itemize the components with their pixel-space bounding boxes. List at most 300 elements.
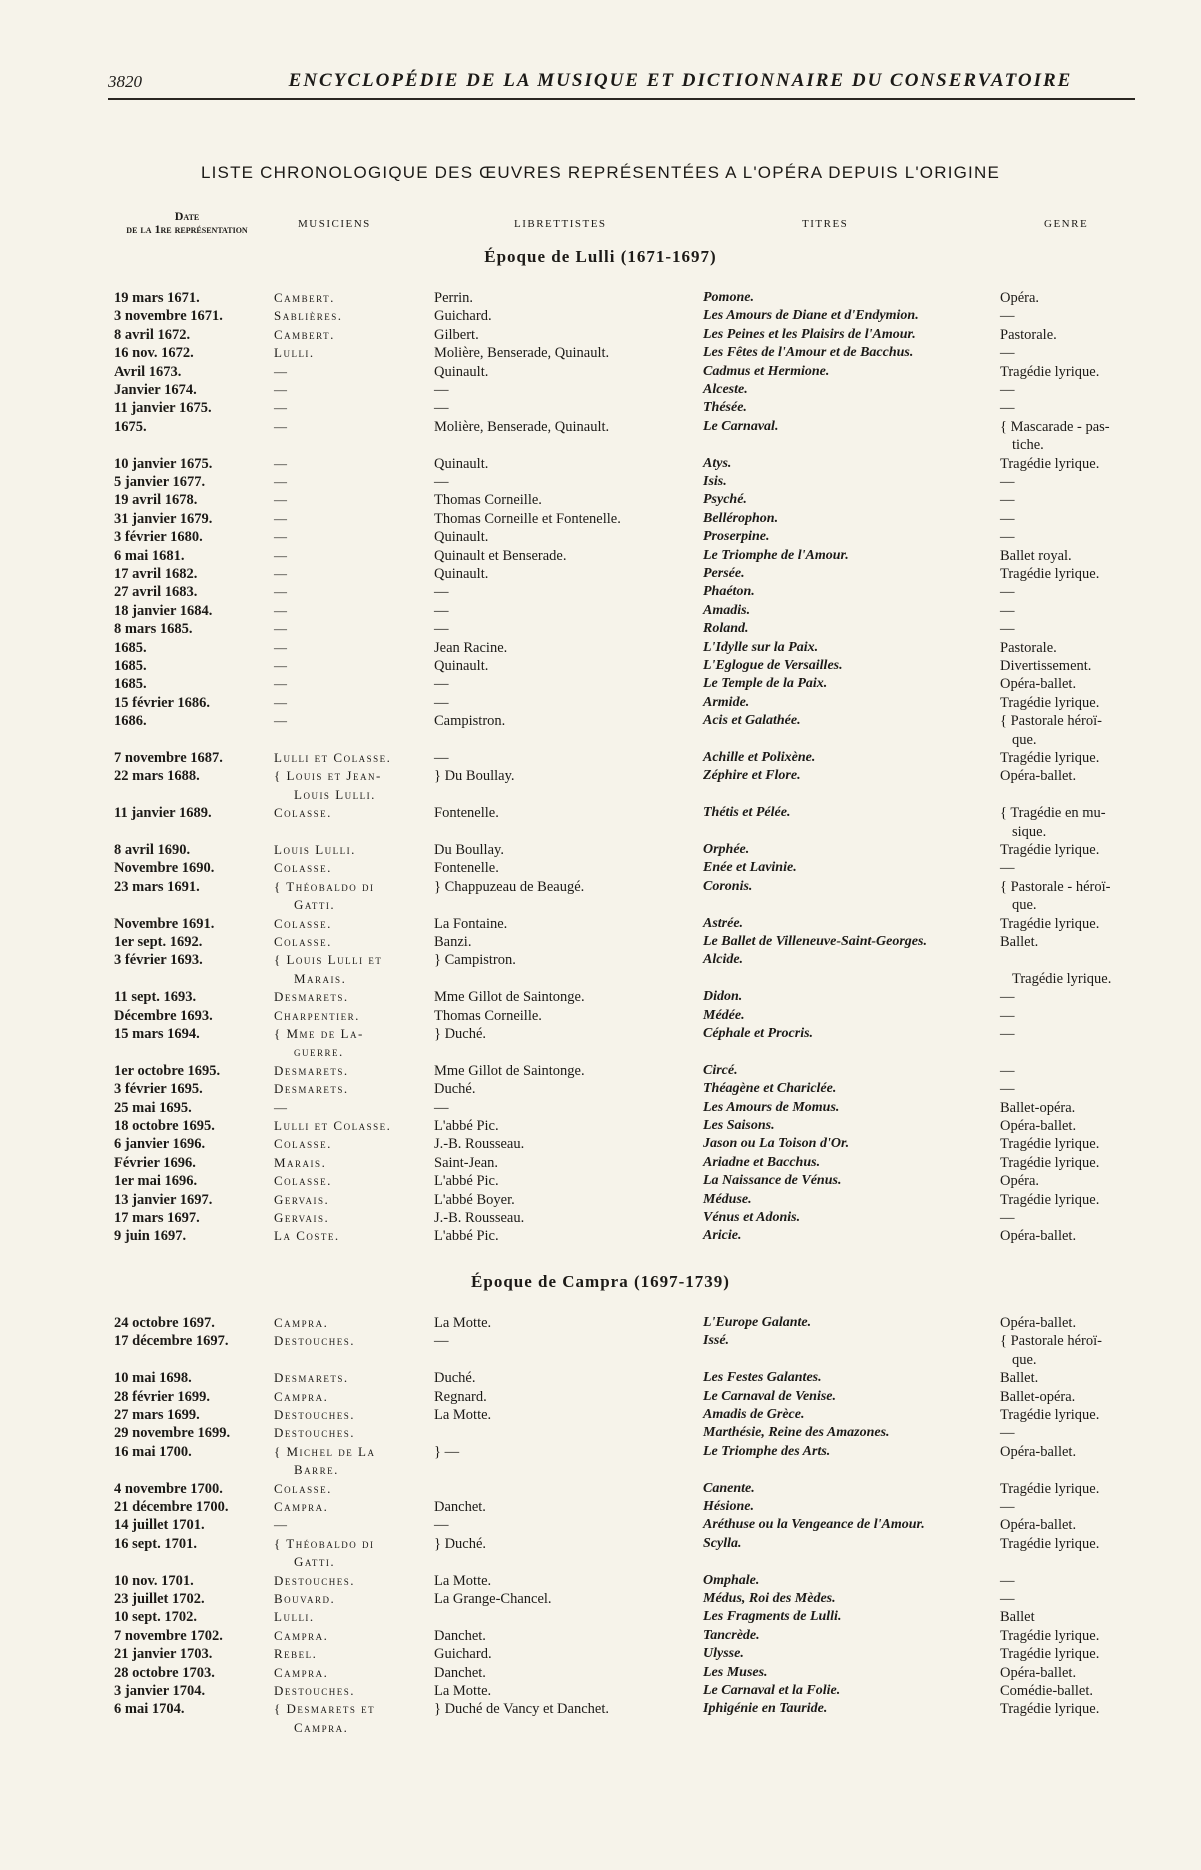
table-row xyxy=(0,842,1201,860)
genre-cell-continued: que. xyxy=(1012,897,1037,914)
genre-cell: Ballet. xyxy=(1000,1370,1039,1387)
column-header-date-label: Date xyxy=(174,209,200,223)
musician-cell: Colasse. xyxy=(274,860,332,876)
date-cell: 16 sept. 1701. xyxy=(114,1535,197,1552)
librettist-cell: Guichard. xyxy=(434,1646,492,1663)
genre-cell: { Pastorale - héroï- xyxy=(1000,878,1111,895)
librettist-cell: } Campistron. xyxy=(434,952,516,969)
title-cell: Orphée. xyxy=(703,842,750,857)
musician-cell: Desmarets. xyxy=(274,989,349,1005)
librettist-cell: Quinault. xyxy=(434,658,489,674)
date-cell: 17 mars 1697. xyxy=(114,1210,200,1226)
librettist-cell: Quinault et Benserade. xyxy=(434,547,567,564)
title-cell: Le Temple de la Paix. xyxy=(703,676,828,692)
musician-cell: Colasse. xyxy=(274,1173,332,1189)
genre-cell: Opéra-ballet. xyxy=(1000,1443,1077,1460)
genre-cell: Tragédie lyrique. xyxy=(1000,566,1100,582)
librettist-cell: Danchet. xyxy=(434,1627,486,1644)
date-cell: 6 mai 1704. xyxy=(114,1701,185,1718)
genre-cell: Tragédie lyrique. xyxy=(1000,1154,1100,1171)
table-row xyxy=(0,1155,1201,1173)
title-cell: Les Amours de Diane et d'Endymion. xyxy=(703,308,919,324)
date-cell: 22 mars 1688. xyxy=(114,768,200,785)
genre-cell: Opéra. xyxy=(1000,290,1040,306)
date-cell: 10 mai 1698. xyxy=(114,1370,192,1387)
column-header-librettists: LIBRETTISTES xyxy=(514,218,607,230)
title-cell: Ariadne et Bacchus. xyxy=(703,1154,821,1170)
genre-cell: Tragédie lyrique. xyxy=(1000,915,1100,932)
genre-cell: — xyxy=(1000,382,1015,398)
librettist-cell: Du Boullay. xyxy=(434,842,504,858)
title-cell: Jason ou La Toison d'Or. xyxy=(703,1136,850,1152)
musician-cell-continued: Marais. xyxy=(294,970,347,986)
column-header-titles: TITRES xyxy=(802,218,849,230)
genre-cell: Opéra-ballet. xyxy=(1000,1315,1077,1331)
musician-cell: Rebel. xyxy=(274,1646,318,1662)
musician-cell: — xyxy=(274,418,289,434)
musician-cell: Desmarets. xyxy=(274,1370,349,1386)
genre-cell: Tragédie lyrique. xyxy=(1000,1480,1100,1497)
date-cell: 8 avril 1690. xyxy=(114,842,191,858)
title-cell: Les Amours de Momus. xyxy=(703,1099,840,1115)
table-row xyxy=(0,640,1201,658)
title-cell: La Naissance de Vénus. xyxy=(703,1173,842,1189)
date-cell: 17 décembre 1697. xyxy=(114,1333,229,1350)
date-cell: 21 janvier 1703. xyxy=(114,1646,213,1663)
librettist-cell: La Grange-Chancel. xyxy=(434,1591,552,1607)
title-cell: Issé. xyxy=(703,1333,730,1349)
table-row xyxy=(0,1136,1201,1154)
musician-cell: Sablières. xyxy=(274,308,343,324)
genre-cell: — xyxy=(1000,345,1015,362)
date-cell: 3 janvier 1704. xyxy=(114,1683,206,1699)
column-header-date-sub: de la 1re représentation xyxy=(126,222,248,236)
title-cell: Le Ballet de Villeneuve-Saint-Georges. xyxy=(703,934,927,949)
date-cell: 25 mai 1695. xyxy=(114,1099,192,1116)
genre-cell: Ballet xyxy=(1000,1609,1035,1626)
date-cell: Février 1696. xyxy=(114,1154,196,1171)
librettist-cell: Perrin. xyxy=(434,290,474,306)
title-cell: Thétis et Pélée. xyxy=(703,805,791,821)
table-row xyxy=(0,290,1201,308)
date-cell: 15 février 1686. xyxy=(114,694,210,711)
genre-cell: — xyxy=(1000,1026,1015,1042)
genre-cell: Comédie-ballet. xyxy=(1000,1683,1094,1699)
title-cell: Vénus et Adonis. xyxy=(703,1210,801,1225)
table-row xyxy=(0,1683,1201,1701)
librettist-cell: } — xyxy=(434,1443,460,1460)
librettist-cell: Banzi. xyxy=(434,934,472,950)
title-cell: Coronis. xyxy=(703,878,753,894)
table-row xyxy=(0,418,1201,454)
genre-cell: Ballet royal. xyxy=(1000,547,1072,564)
genre-cell: Tragédie lyrique. xyxy=(1000,363,1100,380)
musician-cell: — xyxy=(274,547,289,563)
librettist-cell: — xyxy=(434,676,449,693)
musician-cell: — xyxy=(274,529,289,545)
musician-cell: Bouvard. xyxy=(274,1591,336,1606)
table-row xyxy=(0,548,1201,566)
librettist-cell: Regnard. xyxy=(434,1388,487,1405)
title-cell: L'Europe Galante. xyxy=(703,1315,812,1330)
librettist-cell: — xyxy=(434,602,449,619)
date-cell: 11 janvier 1689. xyxy=(114,805,212,822)
genre-cell: Tragédie lyrique. xyxy=(1000,1646,1100,1663)
table-row xyxy=(0,1063,1201,1081)
genre-cell: Divertissement. xyxy=(1000,658,1092,674)
title-cell: Alcide. xyxy=(703,952,744,968)
title-cell: L'Eglogue de Versailles. xyxy=(703,658,843,673)
date-cell: 16 nov. 1672. xyxy=(114,345,194,362)
date-cell: 10 nov. 1701. xyxy=(114,1572,194,1589)
title-cell: Alceste. xyxy=(703,382,748,397)
title-cell: Marthésie, Reine des Amazones. xyxy=(703,1425,890,1441)
musician-cell: Gervais. xyxy=(274,1191,330,1207)
librettist-cell: Fontenelle. xyxy=(434,860,499,877)
title-cell: Médus, Roi des Mèdes. xyxy=(703,1591,836,1606)
musician-cell: Colasse. xyxy=(274,805,332,821)
librettist-cell: J.-B. Rousseau. xyxy=(434,1136,525,1153)
librettist-cell: Fontenelle. xyxy=(434,805,499,822)
title-cell: Cadmus et Hermione. xyxy=(703,363,830,379)
genre-cell-continued: sique. xyxy=(1012,823,1047,840)
date-cell: 23 juillet 1702. xyxy=(114,1591,205,1607)
date-cell: 3 février 1680. xyxy=(114,529,203,546)
table-row xyxy=(0,860,1201,878)
title-cell: Enée et Lavinie. xyxy=(703,860,797,876)
table-row xyxy=(0,1646,1201,1664)
musician-cell: { Théobaldo di xyxy=(274,1535,375,1551)
title-cell: Persée. xyxy=(703,566,745,581)
genre-cell: Tragédie lyrique. xyxy=(1000,694,1100,711)
musician-cell: { Desmarets et xyxy=(274,1701,376,1717)
musician-cell-continued: Campra. xyxy=(294,1719,349,1735)
title-cell: Le Carnaval et la Folie. xyxy=(703,1683,841,1698)
table-row xyxy=(0,345,1201,363)
table-row xyxy=(0,1591,1201,1609)
date-cell: 3 février 1693. xyxy=(114,952,203,969)
table-row xyxy=(0,584,1201,602)
librettist-cell: — xyxy=(434,750,449,766)
librettist-cell: Molière, Benserade, Quinault. xyxy=(434,345,610,362)
musician-cell: — xyxy=(274,694,289,710)
date-cell: 31 janvier 1679. xyxy=(114,510,213,527)
genre-cell: — xyxy=(1000,860,1015,877)
musician-cell: — xyxy=(274,363,289,379)
running-title: ENCYCLOPÉDIE DE LA MUSIQUE ET DICTIONNAIRE DU CONSERVATOIRE xyxy=(288,70,1073,91)
genre-cell: Ballet-opéra. xyxy=(1000,1099,1076,1116)
librettist-cell: L'abbé Boyer. xyxy=(434,1191,515,1208)
date-cell: 19 mars 1671. xyxy=(114,290,200,306)
title-cell: Ulysse. xyxy=(703,1646,744,1662)
table-row xyxy=(0,1443,1201,1478)
epoch-heading: Époque de Campra (1697-1739) xyxy=(471,1272,730,1291)
librettist-cell: La Fontaine. xyxy=(434,915,508,932)
date-cell: 21 décembre 1700. xyxy=(114,1499,229,1515)
table-row xyxy=(0,750,1201,768)
musician-cell: Marais. xyxy=(274,1154,327,1170)
musician-cell: — xyxy=(274,584,289,600)
librettist-cell: Guichard. xyxy=(434,308,492,325)
title-cell: Psyché. xyxy=(703,492,747,508)
genre-cell: { Mascarade - pas- xyxy=(1000,418,1110,435)
musician-cell: { Théobaldo di xyxy=(274,878,375,894)
musician-cell-continued: Gatti. xyxy=(294,897,336,913)
title-cell: Omphale. xyxy=(703,1572,760,1588)
title-cell: Les Festes Galantes. xyxy=(703,1370,822,1386)
genre-cell: — xyxy=(1000,1499,1015,1515)
date-cell: Décembre 1693. xyxy=(114,1007,213,1024)
musician-cell: La Coste. xyxy=(274,1228,340,1244)
title-cell: Les Muses. xyxy=(703,1664,768,1680)
librettist-cell: Molière, Benserade, Quinault. xyxy=(434,418,610,435)
date-cell: 23 mars 1691. xyxy=(114,878,200,895)
musician-cell: Desmarets. xyxy=(274,1062,349,1078)
genre-cell: — xyxy=(1000,474,1015,490)
date-cell: 29 novembre 1699. xyxy=(114,1425,231,1442)
genre-cell: — xyxy=(1000,1425,1015,1442)
librettist-cell: — xyxy=(434,382,449,398)
date-cell: 28 octobre 1703. xyxy=(114,1664,215,1681)
genre-cell: Opéra. xyxy=(1000,1173,1040,1190)
musician-cell: Campra. xyxy=(274,1315,329,1330)
date-cell: 10 janvier 1675. xyxy=(114,455,213,472)
librettist-cell: Jean Racine. xyxy=(434,639,508,656)
librettist-cell: Duché. xyxy=(434,1081,476,1098)
musician-cell: Lulli. xyxy=(274,345,315,361)
table-row xyxy=(0,474,1201,492)
date-cell: 8 mars 1685. xyxy=(114,621,193,638)
title-cell: Canente. xyxy=(703,1480,755,1496)
librettist-cell: } Duché de Vancy et Danchet. xyxy=(434,1701,609,1718)
musician-cell: — xyxy=(274,621,289,637)
librettist-cell: La Motte. xyxy=(434,1315,492,1331)
genre-cell: Tragédie lyrique. xyxy=(1000,1535,1100,1552)
table-row xyxy=(0,1665,1201,1683)
title-cell: Le Carnaval de Venise. xyxy=(703,1388,836,1404)
date-cell: 1686. xyxy=(114,713,147,730)
librettist-cell: Campistron. xyxy=(434,713,506,730)
title-cell: Aricie. xyxy=(703,1228,742,1244)
librettist-cell: — xyxy=(434,584,449,601)
genre-cell: { Tragédie en mu- xyxy=(1000,805,1106,822)
musician-cell: Lulli et Colasse. xyxy=(274,750,392,765)
genre-cell: — xyxy=(1000,492,1015,509)
librettist-cell: } Du Boullay. xyxy=(434,768,515,785)
musician-cell: Lulli. xyxy=(274,1609,315,1625)
table-row xyxy=(0,1192,1201,1210)
title-cell: Médée. xyxy=(703,1007,745,1023)
date-cell: Novembre 1691. xyxy=(114,915,215,932)
date-cell: 18 janvier 1684. xyxy=(114,602,213,619)
musician-cell: — xyxy=(274,400,289,416)
date-cell: 27 avril 1683. xyxy=(114,584,198,601)
musician-cell: — xyxy=(274,602,289,618)
date-cell: 14 juillet 1701. xyxy=(114,1517,205,1534)
librettist-cell: Quinault. xyxy=(434,566,489,582)
musician-cell: — xyxy=(274,510,289,526)
musician-cell-continued: Barre. xyxy=(294,1462,339,1478)
genre-cell: { Pastorale héroï- xyxy=(1000,1333,1102,1350)
genre-cell: Tragédie lyrique. xyxy=(1000,842,1100,858)
genre-cell: — xyxy=(1000,602,1015,619)
musician-cell: Colasse. xyxy=(274,1480,332,1496)
genre-cell: Ballet-opéra. xyxy=(1000,1388,1076,1405)
table-row xyxy=(0,989,1201,1007)
musician-cell: { Louis et Jean- xyxy=(274,768,382,784)
title-cell: Roland. xyxy=(703,621,749,637)
librettist-cell: La Motte. xyxy=(434,1572,492,1589)
title-cell: Circé. xyxy=(703,1062,738,1078)
date-cell: 6 mai 1681. xyxy=(114,547,185,564)
genre-cell: Ballet. xyxy=(1000,934,1039,950)
genre-cell-continued: Tragédie lyrique. xyxy=(1012,970,1112,987)
table-row xyxy=(0,1210,1201,1228)
date-cell: 1685. xyxy=(114,658,147,674)
title-cell: Le Carnaval. xyxy=(703,418,779,434)
title-cell: Scylla. xyxy=(703,1535,742,1551)
date-cell: 7 novembre 1687. xyxy=(114,750,223,766)
title-cell: Zéphire et Flore. xyxy=(703,768,801,784)
librettist-cell: Quinault. xyxy=(434,455,489,472)
title-cell: Les Saisons. xyxy=(703,1118,775,1133)
genre-cell-continued: tiche. xyxy=(1012,437,1044,454)
table-row xyxy=(0,1517,1201,1535)
table-row xyxy=(0,1026,1201,1060)
date-cell: 15 mars 1694. xyxy=(114,1026,200,1042)
table-row xyxy=(0,621,1201,639)
genre-cell: Tragédie lyrique. xyxy=(1000,1627,1100,1644)
genre-cell: Tragédie lyrique. xyxy=(1000,1136,1100,1153)
table-row xyxy=(0,1573,1201,1591)
genre-cell: — xyxy=(1000,510,1015,527)
table-row xyxy=(0,1315,1201,1333)
musician-cell: — xyxy=(274,658,289,673)
table-row xyxy=(0,1628,1201,1646)
musician-cell: — xyxy=(274,455,289,471)
librettist-cell: Thomas Corneille. xyxy=(434,492,542,509)
librettist-cell: Saint-Jean. xyxy=(434,1154,499,1171)
table-row xyxy=(0,456,1201,474)
musician-cell: — xyxy=(274,382,289,397)
librettist-cell: — xyxy=(434,474,449,490)
title-cell: Les Fêtes de l'Amour et de Bacchus. xyxy=(703,345,914,361)
librettist-cell: Quinault. xyxy=(434,529,489,546)
librettist-cell: Danchet. xyxy=(434,1499,486,1515)
musician-cell: Gervais. xyxy=(274,1210,330,1225)
title-cell: Amadis de Grèce. xyxy=(703,1407,805,1422)
musician-cell: — xyxy=(274,676,289,692)
date-cell: 3 février 1695. xyxy=(114,1081,203,1098)
genre-cell-continued: que. xyxy=(1012,1351,1037,1368)
genre-cell: Opéra-ballet. xyxy=(1000,1664,1077,1681)
musician-cell: Destouches. xyxy=(274,1425,355,1441)
page-number: 3820 xyxy=(108,72,142,91)
date-cell: 18 octobre 1695. xyxy=(114,1118,215,1134)
table-row xyxy=(0,713,1201,748)
table-row xyxy=(0,1609,1201,1627)
table-row xyxy=(0,511,1201,529)
table-row xyxy=(0,492,1201,510)
table-row xyxy=(0,658,1201,676)
table-row xyxy=(0,1481,1201,1499)
date-cell: 4 novembre 1700. xyxy=(114,1480,223,1497)
librettist-cell: — xyxy=(434,1099,449,1116)
musician-cell: — xyxy=(274,639,289,655)
librettist-cell: Mme Gillot de Saintonge. xyxy=(434,989,585,1006)
genre-cell: — xyxy=(1000,1572,1015,1589)
librettist-cell: Mme Gillot de Saintonge. xyxy=(434,1062,585,1079)
table-row xyxy=(0,1389,1201,1407)
date-cell: 17 avril 1682. xyxy=(114,566,198,582)
musician-cell: { Louis Lulli et xyxy=(274,952,383,968)
table-row xyxy=(0,1499,1201,1517)
table-row xyxy=(0,1425,1201,1443)
genre-cell: Tragédie lyrique. xyxy=(1000,455,1100,472)
title-cell: L'Idylle sur la Paix. xyxy=(703,639,819,655)
title-cell: Thésée. xyxy=(703,400,747,416)
title-cell: Les Peines et les Plaisirs de l'Amour. xyxy=(703,326,916,342)
table-row xyxy=(0,566,1201,584)
title-cell: Achille et Polixène. xyxy=(703,750,816,765)
genre-cell: Tragédie lyrique. xyxy=(1000,1701,1100,1718)
librettist-cell: — xyxy=(434,400,449,417)
librettist-cell: La Motte. xyxy=(434,1407,492,1423)
musician-cell-continued: guerre. xyxy=(294,1044,344,1060)
table-row xyxy=(0,1100,1201,1118)
librettist-cell: } Duché. xyxy=(434,1026,487,1042)
librettist-cell: } Duché. xyxy=(434,1535,487,1552)
column-header-musicians: MUSICIENS xyxy=(298,218,371,230)
genre-cell: Tragédie lyrique. xyxy=(1000,1191,1100,1208)
date-cell: 11 sept. 1693. xyxy=(114,989,197,1006)
running-head xyxy=(108,70,1135,100)
musician-cell: Lulli et Colasse. xyxy=(274,1118,392,1133)
genre-cell: Tragédie lyrique. xyxy=(1000,750,1100,766)
musician-cell: Desmarets. xyxy=(274,1081,349,1097)
table-row xyxy=(0,934,1201,952)
date-cell: 16 mai 1700. xyxy=(114,1443,192,1460)
musician-cell: { Michel de La xyxy=(274,1443,376,1459)
title-cell: Méduse. xyxy=(703,1191,752,1207)
title-cell: Aréthuse ou la Vengeance de l'Amour. xyxy=(703,1517,925,1533)
title-cell: Acis et Galathée. xyxy=(703,713,801,729)
date-cell: Avril 1673. xyxy=(114,363,182,380)
table-row xyxy=(0,529,1201,547)
title-cell: Phaéton. xyxy=(703,584,755,600)
date-cell: 13 janvier 1697. xyxy=(114,1191,213,1208)
table-row xyxy=(0,805,1201,840)
title-cell: Didon. xyxy=(703,989,743,1005)
table-row xyxy=(0,400,1201,418)
musician-cell: Campra. xyxy=(274,1499,329,1514)
musician-cell: — xyxy=(274,713,289,729)
table-row xyxy=(0,768,1201,802)
table-row xyxy=(0,1535,1201,1570)
librettist-cell: L'abbé Pic. xyxy=(434,1118,499,1134)
genre-cell: Pastorale. xyxy=(1000,639,1057,656)
musician-cell: Campra. xyxy=(274,1388,329,1404)
title-cell: Amadis. xyxy=(703,602,751,618)
table-row xyxy=(0,382,1201,400)
date-cell: 24 octobre 1697. xyxy=(114,1315,215,1331)
table-row xyxy=(0,1118,1201,1136)
genre-cell: — xyxy=(1000,308,1015,325)
table-row xyxy=(0,1008,1201,1026)
musician-cell: Destouches. xyxy=(274,1683,355,1698)
genre-cell: — xyxy=(1000,1210,1015,1226)
title-cell: Céphale et Procris. xyxy=(703,1026,814,1041)
